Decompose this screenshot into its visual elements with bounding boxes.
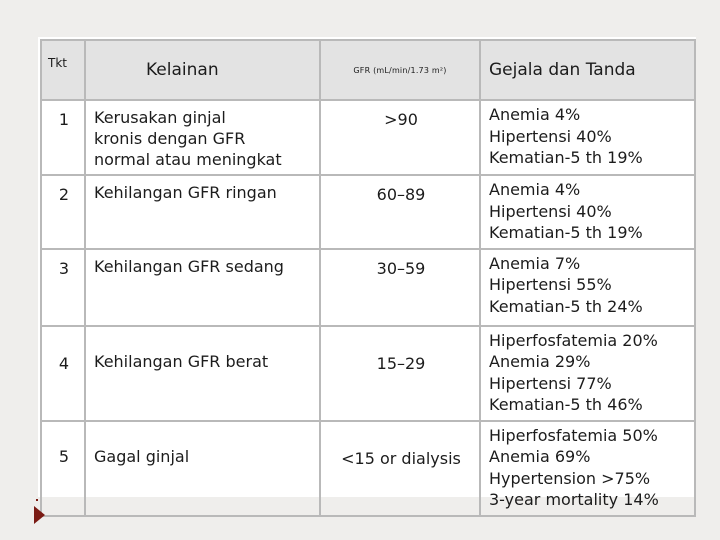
cell-level: 3	[41, 249, 85, 326]
cell-level: 4	[41, 326, 85, 421]
cell-disorder	[85, 175, 320, 249]
symptom-line: Anemia 69%	[489, 447, 591, 466]
header-gfr: GFR (mL/min/1.73 m²)	[320, 40, 480, 100]
bullet-mark	[36, 499, 38, 501]
symptom-line: Kematian-5 th 19%	[489, 148, 643, 167]
cell-disorder	[85, 421, 320, 516]
symptom-line: Kematian-5 th 19%	[489, 223, 643, 242]
cell-disorder	[85, 326, 320, 421]
symptom-line: Kematian-5 th 24%	[489, 296, 643, 316]
cell-gfr: 60–89	[320, 175, 480, 249]
header-level: Tkt	[41, 40, 85, 100]
symptom-line: Anemia 29%	[489, 352, 591, 371]
disorder-line: Kehilangan GFR ringan	[94, 183, 277, 202]
disorder-line: Kehilangan GFR sedang	[94, 256, 284, 276]
cell-disorder	[85, 249, 320, 326]
symptom-line: Hipertensi 77%	[489, 373, 612, 393]
table-row	[41, 421, 695, 516]
symptom-line: Hipertensi 55%	[489, 275, 612, 294]
disorder-line: Kerusakan ginjal	[94, 108, 226, 127]
disorder-line: Kehilangan GFR berat	[94, 351, 269, 371]
symptom-line: Hipertensi 40%	[489, 126, 612, 146]
cell-symptoms	[480, 249, 695, 326]
symptom-line: Kematian-5 th 46%	[489, 395, 643, 414]
table-row	[41, 100, 695, 175]
cell-disorder	[85, 100, 320, 175]
cell-gfr: 15–29	[320, 326, 480, 421]
disorder-line: normal atau meningkat	[94, 150, 282, 169]
symptom-line: Anemia 4%	[489, 180, 581, 199]
disorder-line: kronis dengan GFR	[94, 129, 246, 148]
table-row	[41, 175, 695, 249]
symptom-line: Hipertensi 40%	[489, 201, 612, 221]
triangle-right-icon[interactable]	[34, 506, 45, 524]
symptom-line: Anemia 7%	[489, 253, 581, 273]
symptom-line: Hiperfosfatemia 20%	[489, 330, 658, 350]
cell-level: 5	[41, 421, 85, 516]
cell-level: 2	[41, 175, 85, 249]
symptom-line: 3-year mortality 14%	[489, 490, 659, 509]
symptom-line: Hypertension >75%	[489, 468, 651, 488]
table-header-row	[41, 40, 695, 100]
header-disorder: Kelainan	[85, 40, 320, 100]
cell-level: 1	[41, 100, 85, 175]
table-row	[41, 249, 695, 326]
cell-gfr: >90	[320, 100, 480, 175]
header-symptoms: Gejala dan Tanda	[480, 40, 695, 100]
table-row	[41, 326, 695, 421]
cell-symptoms	[480, 100, 695, 175]
cell-symptoms	[480, 326, 695, 421]
symptom-line: Anemia 4%	[489, 105, 581, 124]
cell-gfr: <15 or dialysis	[320, 421, 480, 516]
cell-symptoms	[480, 421, 695, 516]
ckd-stage-table	[40, 39, 696, 517]
cell-symptoms	[480, 175, 695, 249]
symptom-line: Hiperfosfatemia 50%	[489, 425, 658, 445]
cell-gfr: 30–59	[320, 249, 480, 326]
disorder-line: Gagal ginjal	[94, 446, 190, 466]
